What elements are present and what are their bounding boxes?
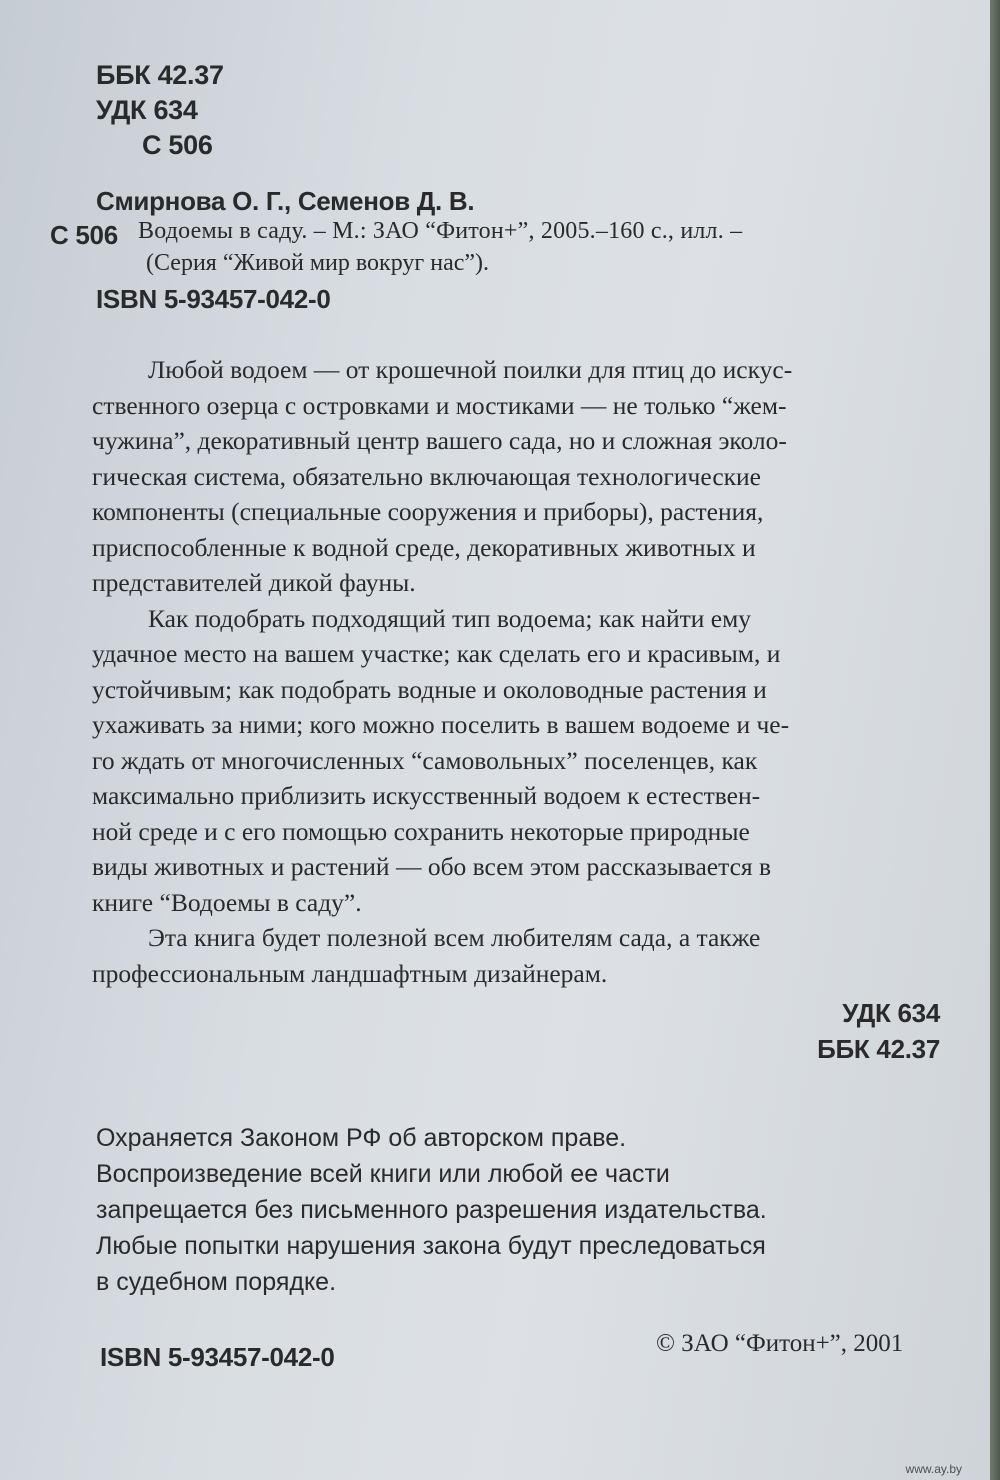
text-line: профессиональным ландшафтным дизайнерам. xyxy=(92,958,608,988)
udk-code-bottom: УДК 634 xyxy=(842,998,940,1028)
text-line: виды животных и растений — обо всем этом рассказывается в xyxy=(92,852,772,881)
notice-line: Любые попытки нарушения закона будут преследоваться xyxy=(96,1232,766,1260)
watermark: www.ay.by xyxy=(905,1462,962,1476)
bibliographic-entry: Водоемы в саду. – М.: ЗАО “Фитон+”, 2005.–160 с., илл. – xyxy=(138,218,743,244)
annotation-paragraph-2 xyxy=(92,601,942,921)
book-cover-edge xyxy=(990,0,1000,1480)
notice-line: Охраняется Законом РФ об авторском праве. xyxy=(96,1124,627,1152)
bbk-code-bottom: ББК 42.37 xyxy=(817,1034,940,1064)
text-line: представителей дикой фауны. xyxy=(92,568,416,597)
text-line: устойчивым; как подобрать водные и околоводные растения и xyxy=(92,674,767,704)
text-line: Любой водоем — от крошечной поилки для птиц до искус- xyxy=(148,355,793,384)
notice-line: Воспроизведение всей книги или любой ее части xyxy=(96,1160,670,1188)
notice-line: в судебном порядке. xyxy=(96,1268,337,1296)
copyright-line: © ЗАО “Фитон+”, 2001 xyxy=(656,1330,904,1357)
text-line: ной среде и с его помощью сохранить некоторые природные xyxy=(92,816,750,846)
isbn-bottom: ISBN 5-93457-042-0 xyxy=(100,1342,335,1372)
text-line: приспособленные к водной среде, декоративных животных и xyxy=(92,532,756,562)
notice-line: запрещается без письменного разрешения издательства. xyxy=(96,1196,767,1224)
classification-codes xyxy=(96,58,224,163)
text-line: Эта книга будет полезной всем любителям сада, а также xyxy=(148,923,761,952)
text-line: гическая система, обязательно включающая технологические xyxy=(92,461,761,491)
text-line: ственного озерца с островками и мостиками — не только “жем- xyxy=(92,390,787,420)
text-line: книге “Водоемы в саду”. xyxy=(92,887,362,917)
annotation-paragraph-3 xyxy=(92,920,942,991)
catalog-code: С 506 xyxy=(50,220,118,250)
author-code: С 506 xyxy=(142,130,213,160)
authors: Смирнова О. Г., Семенов Д. В. xyxy=(96,186,475,216)
isbn-top: ISBN 5-93457-042-0 xyxy=(96,284,331,314)
text-line: ухаживать за ними; кого можно поселить в вашем водоеме и че- xyxy=(92,710,790,739)
annotation-paragraph-1 xyxy=(92,352,942,601)
text-line: го ждать от многочисленных “самовольных” поселенцев, как xyxy=(92,745,758,775)
text-line: компоненты (специальные сооружения и приборы), растения, xyxy=(92,497,764,526)
copyright-notice xyxy=(96,1120,767,1300)
text-line: удачное место на вашем участке; как сделать его и красивым, и xyxy=(92,639,781,668)
text-line: Как подобрать подходящий тип водоема; как найти ему xyxy=(148,603,751,633)
text-line: чужина”, декоративный центр вашего сада, но и сложная эколо- xyxy=(92,426,787,455)
bbk-code: ББК 42.37 xyxy=(96,60,224,90)
annotation xyxy=(92,352,942,991)
udk-code: УДК 634 xyxy=(96,95,198,125)
classification-codes-bottom xyxy=(817,995,940,1067)
series-name: (Серия “Живой мир вокруг нас”). xyxy=(146,250,490,276)
text-line: максимально приблизить искусственный водоем к естествен- xyxy=(92,781,761,810)
